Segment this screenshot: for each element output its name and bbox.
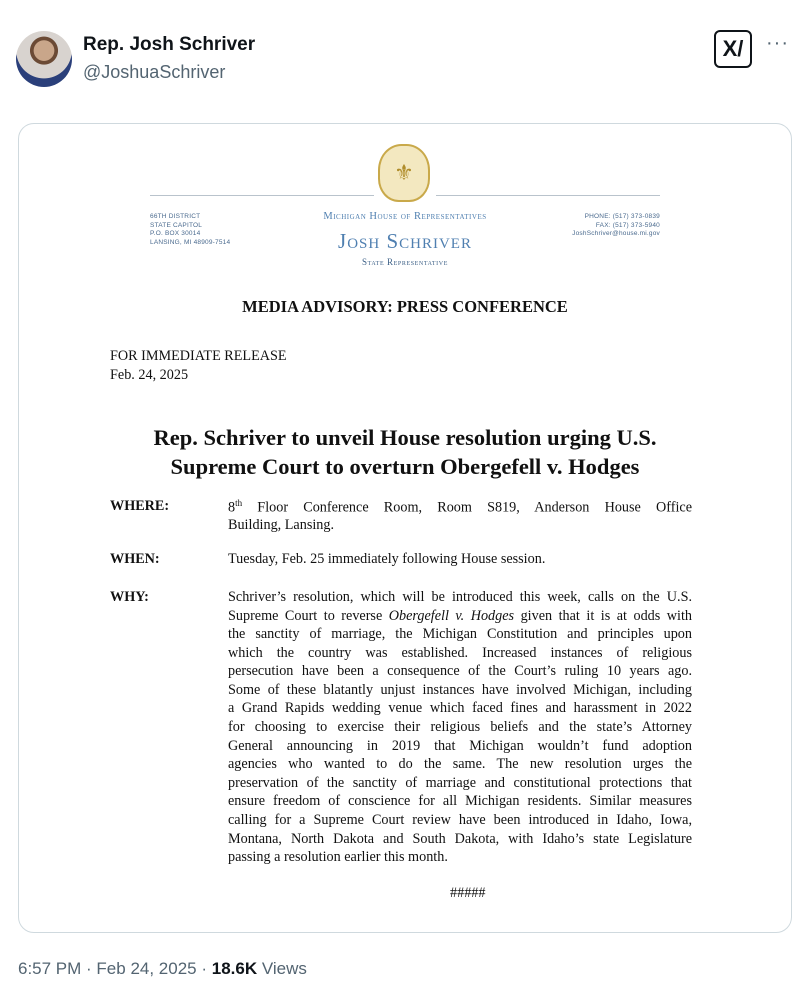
date[interactable]: Feb 24, 2025	[96, 959, 197, 978]
release-label: FOR IMMEDIATE RELEASE	[110, 348, 287, 364]
headline: Rep. Schriver to unveil House resolution urging U.S. Supreme Court to overturn Obergefell v. Hodges	[153, 425, 657, 479]
why-text: preservation of the sanctity of marriage and constitutional protections that	[228, 774, 692, 791]
tweet-meta: 6:57 PM · Feb 24, 2025 · 18.6K Views	[18, 959, 307, 978]
why-text: Schriver’s resolution, which will be introduced this week, calls on the U.S.	[228, 589, 692, 605]
why-text: for choosing to exercise their religious beliefs and the state’s Attorney	[228, 719, 692, 735]
rep-title: State Representative	[362, 257, 448, 267]
more-icon[interactable]: ···	[766, 32, 789, 54]
where-text: 8th Floor Conference Room, Room S819, Anderson House Office	[228, 498, 692, 516]
when-label: WHEN:	[110, 551, 160, 567]
end-mark: #####	[450, 885, 486, 901]
contact-info: PHONE: (517) 373-0839 FAX: (517) 373-5940 JoshSchriver@house.mi.gov	[572, 213, 660, 237]
why-text: Some of these blatantly unjust instances have involved Michigan, including	[228, 681, 692, 698]
why-label: WHY:	[110, 589, 149, 605]
rep-name: Josh Schriver	[338, 229, 472, 253]
divider	[150, 195, 374, 196]
grok-icon[interactable]: X/	[714, 30, 752, 68]
why-text: ensure freedom of conscience for all Michigan residents. Similar measures	[228, 793, 692, 810]
why-text: the sanctity of marriage, the Michigan Constitution and principles upon	[228, 626, 692, 642]
where-label: WHERE:	[110, 498, 170, 514]
release-date: Feb. 24, 2025	[110, 367, 189, 383]
why-text: calling for a Supreme Court review have been introduced in Idaho, Iowa,	[228, 812, 692, 828]
advisory-title: MEDIA ADVISORY: PRESS CONFERENCE	[242, 297, 568, 316]
why-text: persecution have been a consequence of the Court’s ruling 10 years ago.	[228, 663, 692, 680]
author-handle[interactable]: @JoshuaSchriver	[83, 62, 226, 82]
avatar[interactable]	[16, 31, 72, 87]
office-address: 66TH DISTRICT STATE CAPITOL P.O. BOX 30014 LANSING, MI 48909-7514	[150, 213, 231, 246]
where-text: Building, Lansing.	[228, 517, 335, 533]
why-text: agencies who wanted to do the same. The new resolution urges the	[228, 756, 692, 773]
why-text: Supreme Court to reverse Obergefell v. Hodges given that it is at odds with	[228, 607, 693, 624]
why-text: passing a resolution earlier this month.	[228, 849, 448, 866]
why-text: a Grand Rapids wedding venue which faced fines and harassment in 2022	[228, 700, 692, 717]
when-text: Tuesday, Feb. 25 immediately following House session.	[228, 551, 546, 567]
why-text: General announcing in 2019 that Michigan wouldn’t fund adoption	[228, 737, 692, 754]
org-name: Michigan House of Representatives	[323, 211, 487, 222]
divider	[436, 195, 660, 196]
why-text: which the country was established. Increased instances of religious	[228, 644, 692, 661]
view-count: 18.6K	[211, 959, 258, 978]
why-text: Montana, North Dakota and South Dakota, with Idaho’s state Legislature	[228, 830, 692, 847]
michigan-seal-icon: ⚜	[378, 144, 430, 202]
author-name[interactable]: Rep. Josh Schriver	[83, 34, 256, 55]
timestamp[interactable]: 6:57 PM	[18, 959, 82, 978]
